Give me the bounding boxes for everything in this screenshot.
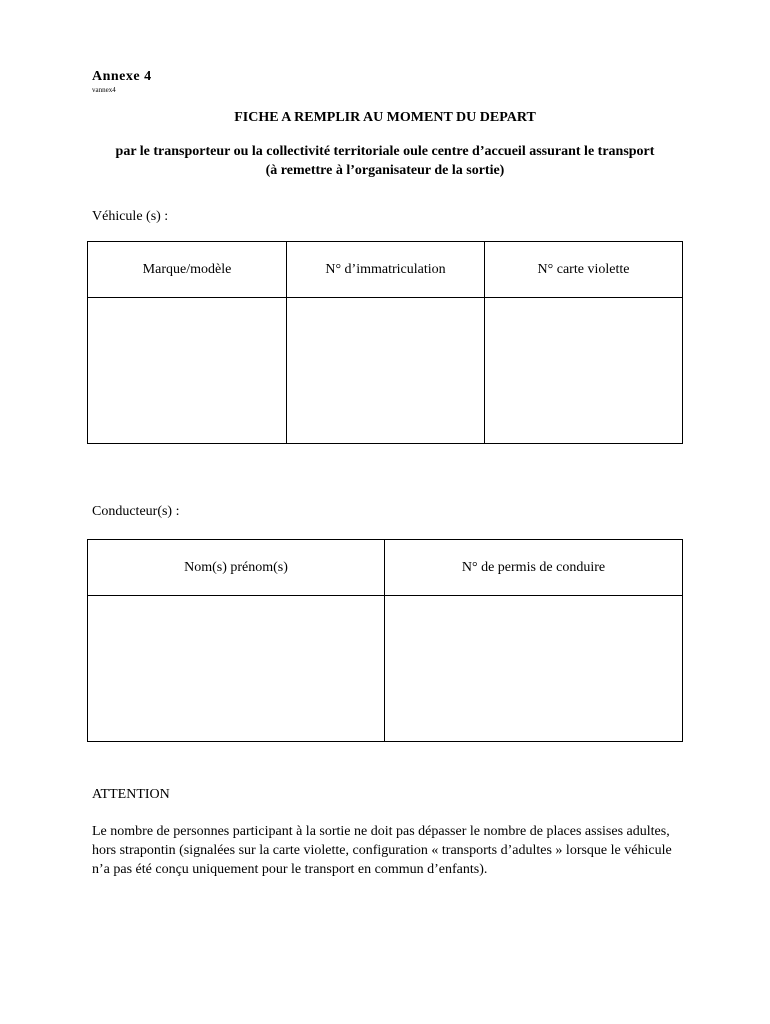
- driver-names-field[interactable]: [88, 596, 385, 742]
- registration-field[interactable]: [287, 298, 485, 444]
- column-header-registration: N° d’immatriculation: [287, 242, 485, 298]
- form-subtitle-line-2: (à remettre à l’organisateur de la sortie): [265, 163, 505, 178]
- annex-title: Annexe 4: [92, 69, 152, 84]
- drivers-table: [87, 539, 683, 742]
- form-title: FICHE A REMPLIR AU MOMENT DU DEPART: [234, 110, 536, 125]
- table-header-row: [88, 540, 683, 596]
- attention-text: Le nombre de personnes participant à la sortie ne doit pas dépasser le nombre de places assises adultes, hors strapontin (signalées sur la carte violette, configuration « transports d’adultes » lorsque le véhicule n’a pas été conçu uniquement pour le transport en commun d’enfants).: [92, 824, 672, 877]
- make-model-field[interactable]: [88, 298, 287, 444]
- vehicles-table: [87, 241, 683, 444]
- drivers-section-label: Conducteur(s) :: [92, 504, 180, 519]
- violet-card-field[interactable]: [485, 298, 683, 444]
- annex-reference: vannex4: [92, 86, 116, 94]
- table-row: [88, 298, 683, 444]
- form-subtitle-line-1: par le transporteur ou la collectivité territoriale oule centre d’accueil assurant le transport: [115, 144, 655, 159]
- column-header-license-number: N° de permis de conduire: [385, 540, 683, 596]
- column-header-names: Nom(s) prénom(s): [88, 540, 385, 596]
- table-row: [88, 596, 683, 742]
- license-number-field[interactable]: [385, 596, 683, 742]
- column-header-violet-card: N° carte violette: [485, 242, 683, 298]
- vehicles-section-label: Véhicule (s) :: [92, 209, 169, 224]
- column-header-make-model: Marque/modèle: [88, 242, 287, 298]
- table-header-row: [88, 242, 683, 298]
- attention-heading: ATTENTION: [92, 787, 170, 802]
